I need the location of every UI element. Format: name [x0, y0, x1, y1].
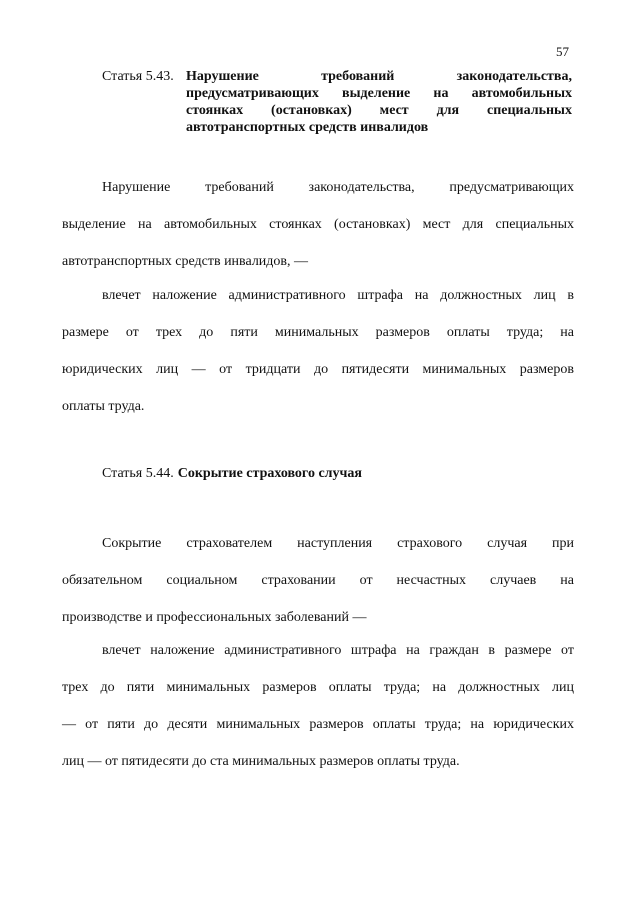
- article-5-44-paragraph-1: [62, 536, 574, 630]
- paragraph-line: размере от трех до пяти минимальных размеров оплаты труда; на: [62, 325, 574, 340]
- article-5-43-title-line: Нарушение требований законодательства,: [186, 69, 572, 84]
- paragraph-line: автотранспортных средств инвалидов, —: [62, 254, 309, 269]
- article-5-44-label: Статья 5.44.: [102, 466, 174, 481]
- paragraph-line: обязательном социальном страховании от несчастных случаев на: [62, 573, 574, 588]
- article-5-43-title-line: стоянках (остановках) мест для специальных: [186, 103, 572, 118]
- article-5-43-header: [102, 68, 572, 136]
- article-5-43-title-cont: [186, 85, 572, 136]
- article-5-43-paragraph-1: [62, 180, 574, 274]
- paragraph-line: влечет наложение административного штрафа на граждан в размере от: [102, 643, 574, 658]
- paragraph-line: — от пяти до десяти минимальных размеров оплаты труда; на юридических: [62, 717, 574, 732]
- paragraph-line: оплаты труда.: [62, 399, 145, 414]
- paragraph-line: юридических лиц — от тридцати до пятидесяти минимальных размеров: [62, 362, 574, 377]
- article-5-43-header-row: [102, 68, 572, 85]
- article-5-44-paragraph-2: [62, 643, 574, 774]
- paragraph-line: лиц — от пятидесяти до ста минимальных размеров оплаты труда.: [62, 754, 460, 769]
- paragraph-line: Нарушение требований законодательства, предусматривающих: [102, 180, 574, 195]
- paragraph-line: Сокрытие страхователем наступления страхового случая при: [102, 536, 574, 551]
- article-5-44-header: [102, 465, 572, 482]
- article-5-44-title: Сокрытие страхового случая: [177, 466, 362, 481]
- paragraph-line: трех до пяти минимальных размеров оплаты труда; на должностных лиц: [62, 680, 574, 695]
- article-5-43-title-line: предусматривающих выделение на автомобильных: [186, 86, 572, 101]
- article-5-43-paragraph-2: [62, 288, 574, 419]
- page-number: 57: [556, 44, 569, 59]
- paragraph-line: выделение на автомобильных стоянках (остановках) мест для специальных: [62, 217, 574, 232]
- article-5-43-label: Статья 5.43.: [102, 69, 174, 84]
- article-5-43-title-line: автотранспортных средств инвалидов: [186, 120, 429, 135]
- paragraph-line: производстве и профессиональных заболеваний —: [62, 610, 367, 625]
- paragraph-line: влечет наложение административного штрафа на должностных лиц в: [102, 288, 574, 303]
